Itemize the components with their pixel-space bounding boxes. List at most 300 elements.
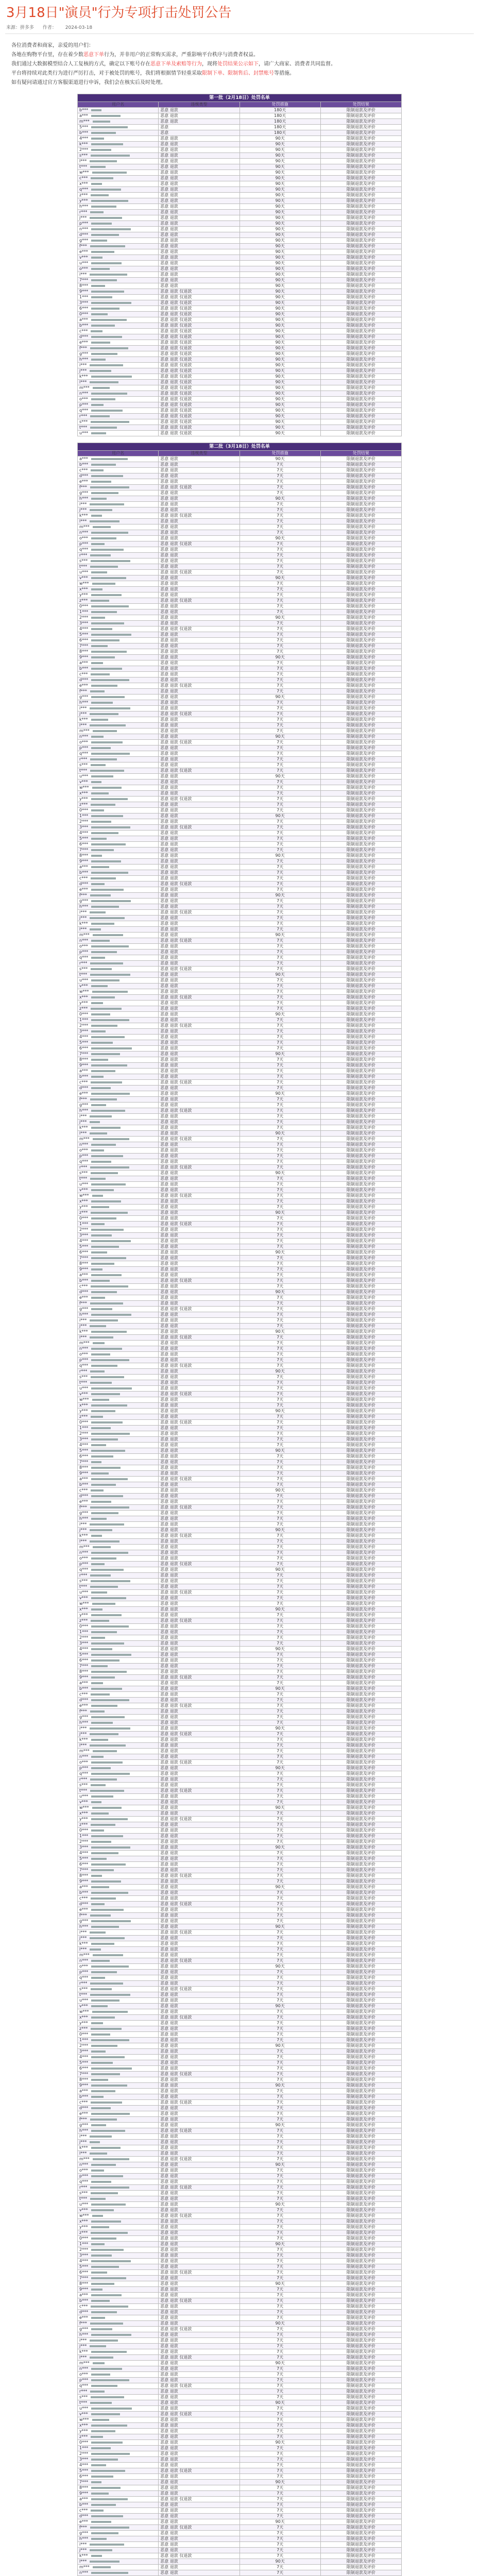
- table-row: [78, 1839, 402, 1845]
- cell-duration: 7天: [239, 2174, 320, 2179]
- redaction-bar: [90, 2391, 105, 2393]
- cell-result: 限制退款及评价: [320, 2270, 401, 2276]
- cell-duration: 7天: [239, 910, 320, 916]
- cell-username: 1***: [78, 2242, 159, 2247]
- cell-violation: 恶意 退款: [159, 1261, 239, 1267]
- redaction-bar: [91, 2521, 111, 2523]
- cell-duration: 7天: [239, 1579, 320, 1584]
- cell-violation: 恶意 退款 仅退款: [159, 2072, 239, 2077]
- cell-username: u***: [78, 1386, 159, 1392]
- cell-username: 2***: [78, 1431, 159, 1437]
- cell-violation: 恶意 退款: [159, 1086, 239, 1091]
- cell-username: 3***: [78, 1845, 159, 1851]
- cell-violation: 恶意 退款: [159, 1273, 239, 1278]
- table-row: [78, 581, 402, 587]
- redaction-bar: [91, 1659, 119, 1662]
- cell-violation: 恶意 退款 仅退款: [159, 368, 239, 374]
- table-row: [78, 1312, 402, 1318]
- cell-result: 限制退款及评价: [320, 2536, 401, 2542]
- redaction-bar: [91, 537, 116, 539]
- cell-username: m***: [78, 728, 159, 734]
- redaction-bar: [91, 923, 114, 925]
- cell-duration: 90天: [239, 210, 320, 215]
- cell-result: 限制退款及评价: [320, 1607, 401, 1613]
- redaction-bar: [90, 554, 111, 556]
- cell-result: 限制退款及评价: [320, 1936, 401, 1941]
- redaction-bar: [90, 381, 118, 383]
- table-row: [78, 2123, 402, 2128]
- cell-result: 限制退款及评价: [320, 1658, 401, 1664]
- cell-result: 限制退款及评价: [320, 1851, 401, 1856]
- cell-violation: 恶意 退款: [159, 204, 239, 210]
- redaction-bar: [91, 1200, 121, 1202]
- cell-violation: 恶意 退款: [159, 1029, 239, 1035]
- cell-result: 限制退款及评价: [320, 1392, 401, 1397]
- header-username: 用户名: [78, 102, 159, 108]
- cell-username: s***: [78, 762, 159, 768]
- table-row: [78, 312, 402, 317]
- cell-username: 4***: [78, 1647, 159, 1652]
- table-row: [78, 649, 402, 655]
- redaction-bar: [91, 2277, 126, 2279]
- cell-duration: 7天: [239, 513, 320, 519]
- table-row: [78, 1590, 402, 1596]
- cell-duration: 90天: [239, 346, 320, 351]
- cell-duration: 90天: [239, 1210, 320, 1216]
- cell-result: 限制退款及评价: [320, 1720, 401, 1726]
- cell-duration: 90天: [239, 181, 320, 187]
- redaction-bar: [91, 1637, 105, 1639]
- table-row: [78, 187, 402, 193]
- cell-username: u***: [78, 1590, 159, 1596]
- cell-violation: 恶意 退款: [159, 604, 239, 609]
- redaction-bar: [91, 2464, 106, 2466]
- cell-result: 限制退款及评价: [320, 1335, 401, 1341]
- cell-username: l***: [78, 1335, 159, 1341]
- cell-duration: 90天: [239, 655, 320, 660]
- cell-duration: 7天: [239, 1970, 320, 1975]
- cell-violation: 恶意 退款: [159, 1154, 239, 1159]
- cell-result: 限制退款及评价: [320, 2089, 401, 2094]
- cell-username: 7***: [78, 2480, 159, 2485]
- cell-violation: 恶意 退款: [159, 1454, 239, 1460]
- cell-username: c***: [78, 2304, 159, 2310]
- cell-username: l***: [78, 2559, 159, 2565]
- cell-result: 限制退款及评价: [320, 558, 401, 564]
- redaction-bar: [91, 1756, 104, 1758]
- cell-violation: 恶意 退款: [159, 238, 239, 244]
- cell-username: a***: [78, 456, 159, 462]
- cell-username: u***: [78, 978, 159, 984]
- cell-duration: 7天: [239, 825, 320, 831]
- redaction-bar: [91, 1416, 103, 1418]
- cell-duration: 7天: [239, 2423, 320, 2429]
- table-row: [78, 2338, 402, 2344]
- cell-username: r***: [78, 2389, 159, 2395]
- cell-duration: 7天: [239, 1692, 320, 1698]
- cell-username: p***: [78, 2174, 159, 2179]
- cell-result: 限制退款及评价: [320, 1839, 401, 1845]
- redaction-bar: [91, 2073, 120, 2075]
- table-row: [78, 1511, 402, 1516]
- cell-violation: 恶意 退款 仅退款: [159, 1477, 239, 1482]
- cell-username: 5***: [78, 1040, 159, 1046]
- cell-result: 限制退款及评价: [320, 1301, 401, 1307]
- cell-violation: 恶意 退款: [159, 1839, 239, 1845]
- redaction-bar: [91, 775, 113, 777]
- cell-result: 限制退款及评价: [320, 2225, 401, 2230]
- cell-username: c***: [78, 672, 159, 677]
- redaction-bar: [91, 753, 130, 755]
- cell-duration: 7天: [239, 1278, 320, 1284]
- redaction-bar: [91, 1104, 106, 1106]
- table-row: [78, 1409, 402, 1414]
- table-row: [78, 2247, 402, 2253]
- table-row: [78, 1471, 402, 1477]
- cell-result: 限制退款及评价: [320, 2242, 401, 2247]
- redaction-bar: [90, 690, 105, 692]
- cell-duration: 90天: [239, 164, 320, 170]
- cell-result: 限制退款及评价: [320, 462, 401, 468]
- cell-violation: 恶意 退款 仅退款: [159, 380, 239, 385]
- redaction-bar: [91, 2300, 110, 2302]
- cell-duration: 7天: [239, 1086, 320, 1091]
- cell-violation: 恶意 退款: [159, 1159, 239, 1165]
- table-row: [78, 1346, 402, 1352]
- cell-result: 限制退款及评价: [320, 1601, 401, 1607]
- cell-duration: 7天: [239, 2168, 320, 2174]
- cell-violation: 恶意 退款: [159, 989, 239, 995]
- cell-duration: 90天: [239, 1686, 320, 1692]
- redaction-bar: [91, 475, 123, 477]
- cell-username: 8***: [78, 853, 159, 859]
- cell-violation: 恶意 退款: [159, 2259, 239, 2264]
- cell-username: g***: [78, 1307, 159, 1312]
- cell-duration: 7天: [239, 791, 320, 796]
- cell-duration: 7天: [239, 1199, 320, 1205]
- cell-username: 4***: [78, 1239, 159, 1244]
- table-row: [78, 638, 402, 643]
- cell-username: 2***: [78, 2043, 159, 2049]
- cell-username: s***: [78, 967, 159, 972]
- cell-violation: 恶意 退款 仅退款: [159, 485, 239, 490]
- cell-username: u***: [78, 2202, 159, 2208]
- table-row: [78, 921, 402, 927]
- cell-result: 限制退款及评价: [320, 130, 401, 136]
- table-row: [78, 130, 402, 136]
- cell-duration: 7天: [239, 1380, 320, 1386]
- cell-violation: 恶意 退款: [159, 1652, 239, 1658]
- cell-username: a***: [78, 1885, 159, 1890]
- cell-result: 限制退款及评价: [320, 564, 401, 570]
- redaction-bar: [90, 770, 124, 772]
- cell-duration: 7天: [239, 1465, 320, 1471]
- cell-violation: 恶意 退款: [159, 164, 239, 170]
- cell-username: n***: [78, 227, 159, 232]
- cell-username: j***: [78, 2344, 159, 2349]
- cell-violation: 恶意 退款: [159, 1550, 239, 1556]
- cell-duration: 7天: [239, 468, 320, 473]
- cell-violation: 恶意 退款: [159, 1358, 239, 1363]
- table-row: [78, 666, 402, 672]
- table-row: [78, 2423, 402, 2429]
- cell-violation: 恶意 退款: [159, 655, 239, 660]
- table-row: [78, 2140, 402, 2145]
- cell-duration: 7天: [239, 530, 320, 536]
- redaction-bar: [91, 1886, 109, 1888]
- redaction-bar: [90, 2357, 113, 2359]
- cell-violation: 恶意 退款: [159, 1567, 239, 1573]
- cell-violation: 恶意 退款 仅退款: [159, 2185, 239, 2191]
- cell-username: y***: [78, 1817, 159, 1822]
- redaction-bar: [91, 1648, 112, 1650]
- cell-username: j***: [78, 1936, 159, 1941]
- cell-username: s***: [78, 1171, 159, 1176]
- intro-paragraph: [11, 69, 468, 78]
- cell-duration: 90天: [239, 2004, 320, 2009]
- cell-violation: 恶意 退款: [159, 2077, 239, 2083]
- cell-violation: 恶意 退款: [159, 1647, 239, 1652]
- cell-result: 限制退款及评价: [320, 295, 401, 300]
- redaction-bar: [91, 1767, 111, 1769]
- redaction-bar: [91, 2385, 117, 2387]
- cell-username: o***: [78, 1148, 159, 1154]
- redaction-bar: [91, 1030, 106, 1032]
- cell-result: 限制退款及评价: [320, 1947, 401, 1953]
- cell-result: 限制退款及评价: [320, 1023, 401, 1029]
- table-row: [78, 950, 402, 955]
- cell-username: x***: [78, 181, 159, 187]
- cell-result: 限制退款及评价: [320, 368, 401, 374]
- cell-violation: 恶意 退款: [159, 575, 239, 581]
- cell-violation: 恶意 退款: [159, 2542, 239, 2548]
- cell-duration: 7天: [239, 2247, 320, 2253]
- table-row: [78, 1890, 402, 1896]
- cell-result: 限制退款及评价: [320, 2383, 401, 2389]
- cell-duration: 7天: [239, 2502, 320, 2508]
- cell-result: 限制退款及评价: [320, 677, 401, 683]
- cell-result: 限制退款及评价: [320, 1692, 401, 1698]
- table-row: [78, 2242, 402, 2247]
- cell-username: k***: [78, 2145, 159, 2151]
- cell-violation: 恶意 退款 仅退款: [159, 598, 239, 604]
- redaction-bar: [91, 809, 104, 811]
- redaction-bar: [91, 155, 130, 157]
- cell-violation: 恶意 退款: [159, 2361, 239, 2366]
- cell-username: d***: [78, 2106, 159, 2111]
- cell-duration: 7天: [239, 1499, 320, 1505]
- cell-violation: 恶意 退款: [159, 2174, 239, 2179]
- table-row: [78, 1709, 402, 1715]
- cell-duration: 7天: [239, 1800, 320, 1805]
- table-row: [78, 910, 402, 916]
- cell-violation: 恶意 退款: [159, 1947, 239, 1953]
- cell-duration: 7天: [239, 649, 320, 655]
- cell-result: 限制退款及评价: [320, 1120, 401, 1125]
- table-row: [78, 728, 402, 734]
- cell-result: 限制退款及评价: [320, 142, 401, 147]
- redaction-bar: [91, 1484, 116, 1486]
- cell-username: c***: [78, 468, 159, 473]
- redaction-bar: [91, 1047, 132, 1049]
- table-row: [78, 541, 402, 547]
- cell-result: 限制退款及评价: [320, 2191, 401, 2196]
- cell-violation: 恶意 退款: [159, 181, 239, 187]
- redaction-bar: [91, 1087, 111, 1089]
- cell-violation: 恶意 退款: [159, 1828, 239, 1834]
- redaction-bar: [91, 2555, 102, 2557]
- cell-violation: 恶意 退款: [159, 2514, 239, 2519]
- cell-username: 1***: [78, 1426, 159, 1431]
- table-row: [78, 564, 402, 570]
- redaction-bar: [93, 2362, 105, 2364]
- cell-violation: 恶意 退款: [159, 1448, 239, 1454]
- cell-username: v***: [78, 1188, 159, 1193]
- cell-result: 限制退款及评价: [320, 1324, 401, 1329]
- cell-duration: 7天: [239, 2542, 320, 2548]
- cell-result: 限制退款及评价: [320, 660, 401, 666]
- cell-violation: 恶意 退款: [159, 524, 239, 530]
- table-row: [78, 346, 402, 351]
- cell-violation: 恶意 退款: [159, 1131, 239, 1137]
- table-row: [78, 1080, 402, 1086]
- table-row: [78, 323, 402, 329]
- redaction-bar: [91, 432, 106, 434]
- cell-duration: 90天: [239, 374, 320, 380]
- table-row: [78, 1913, 402, 1919]
- cell-violation: 恶意 退款: [159, 2508, 239, 2514]
- cell-duration: 90天: [239, 1409, 320, 1414]
- cell-violation: 恶意 退款: [159, 2310, 239, 2315]
- cell-violation: 恶意 退款: [159, 2145, 239, 2151]
- cell-duration: 7天: [239, 2128, 320, 2134]
- cell-duration: 7天: [239, 2134, 320, 2140]
- cell-username: i***: [78, 910, 159, 916]
- redaction-bar: [93, 387, 110, 389]
- table-row: [78, 1805, 402, 1811]
- table-row: [78, 1726, 402, 1732]
- cell-violation: 恶意 退款: [159, 1380, 239, 1386]
- redaction-bar: [91, 2306, 128, 2308]
- redaction-bar: [90, 2527, 129, 2529]
- cell-username: i***: [78, 1114, 159, 1120]
- cell-username: n***: [78, 530, 159, 536]
- table-row: [78, 1766, 402, 1771]
- redaction-bar: [91, 860, 121, 862]
- redaction-bar: [91, 2396, 124, 2398]
- cell-violation: 恶意 退款: [159, 2548, 239, 2553]
- cell-duration: 7天: [239, 1029, 320, 1035]
- table-row: [78, 2202, 402, 2208]
- header-violation: 违规类型: [159, 102, 239, 108]
- cell-result: 限制退款及评价: [320, 604, 401, 609]
- cell-duration: 7天: [239, 1737, 320, 1743]
- redaction-bar: [91, 2039, 129, 2041]
- table-row: [78, 1482, 402, 1488]
- cell-username: 5***: [78, 2468, 159, 2474]
- cell-violation: 恶意 退款: [159, 1057, 239, 1063]
- table-row: [78, 2508, 402, 2514]
- table-row: [78, 2389, 402, 2395]
- redaction-bar: [91, 376, 132, 378]
- cell-duration: 7天: [239, 479, 320, 485]
- cell-username: r***: [78, 414, 159, 419]
- redaction-bar: [91, 1852, 118, 1854]
- cell-result: 限制退款及评价: [320, 2468, 401, 2474]
- cell-duration: 7天: [239, 1624, 320, 1630]
- redaction-bar: [91, 2317, 105, 2319]
- table-row: [78, 1176, 402, 1182]
- cell-duration: 7天: [239, 1743, 320, 1749]
- cell-result: 限制退款及评价: [320, 204, 401, 210]
- cell-result: 限制退款及评价: [320, 2463, 401, 2468]
- table-row: [78, 2400, 402, 2406]
- cell-username: l***: [78, 1539, 159, 1545]
- cell-violation: 恶意 退款: [159, 643, 239, 649]
- cell-duration: 7天: [239, 887, 320, 893]
- table-row: [78, 2264, 402, 2270]
- cell-result: 限制退款及评价: [320, 1749, 401, 1754]
- cell-duration: 7天: [239, 1698, 320, 1703]
- cell-violation: 恶意 退款: [159, 723, 239, 728]
- cell-result: 限制退款及评价: [320, 1431, 401, 1437]
- cell-result: 限制退款及评价: [320, 397, 401, 402]
- cell-result: 限制退款及评价: [320, 1091, 401, 1097]
- table-row: [78, 1664, 402, 1669]
- cell-violation: 恶意 退款: [159, 2179, 239, 2185]
- cell-username: k***: [78, 1941, 159, 1947]
- cell-duration: 90天: [239, 1964, 320, 1970]
- cell-duration: 7天: [239, 1941, 320, 1947]
- table-row: [78, 1329, 402, 1335]
- table-row: [78, 1964, 402, 1970]
- intro-paragraph: [11, 50, 468, 60]
- redaction-bar: [91, 194, 109, 196]
- cell-violation: 恶意 退款: [159, 1244, 239, 1250]
- cell-result: 限制退款及评价: [320, 2508, 401, 2514]
- redaction-bar: [91, 393, 127, 395]
- table-header-cell: 用户名: [78, 451, 159, 456]
- cell-duration: 7天: [239, 1652, 320, 1658]
- redaction-bar: [91, 1761, 123, 1764]
- redaction-bar: [91, 821, 111, 823]
- cell-violation: 恶意 退款: [159, 2559, 239, 2565]
- redaction-bar: [91, 1597, 126, 1599]
- cell-username: 6***: [78, 2270, 159, 2276]
- redaction-bar: [91, 1433, 130, 1435]
- cell-duration: 7天: [239, 2060, 320, 2066]
- table-row: [78, 1669, 402, 1675]
- cell-result: 限制退款及评价: [320, 456, 401, 462]
- cell-duration: 7天: [239, 836, 320, 842]
- cell-duration: 7天: [239, 1301, 320, 1307]
- cell-username: x***: [78, 995, 159, 1001]
- table-row: [78, 1012, 402, 1018]
- cell-result: 限制退款及评价: [320, 2140, 401, 2145]
- cell-result: 限制退款及评价: [320, 706, 401, 711]
- cell-violation: 恶意 退款 仅退款: [159, 1873, 239, 1879]
- table-row: [78, 1035, 402, 1040]
- cell-duration: 90天: [239, 1607, 320, 1613]
- cell-result: 限制退款及评价: [320, 683, 401, 689]
- cell-result: 限制退款及评价: [320, 2412, 401, 2417]
- table-row: [78, 1165, 402, 1171]
- cell-result: 限制退款及评价: [320, 1987, 401, 1992]
- table-row: [78, 1652, 402, 1658]
- table-row: [78, 1992, 402, 1998]
- cell-violation: 恶意 退款: [159, 916, 239, 921]
- table-row: [78, 2015, 402, 2021]
